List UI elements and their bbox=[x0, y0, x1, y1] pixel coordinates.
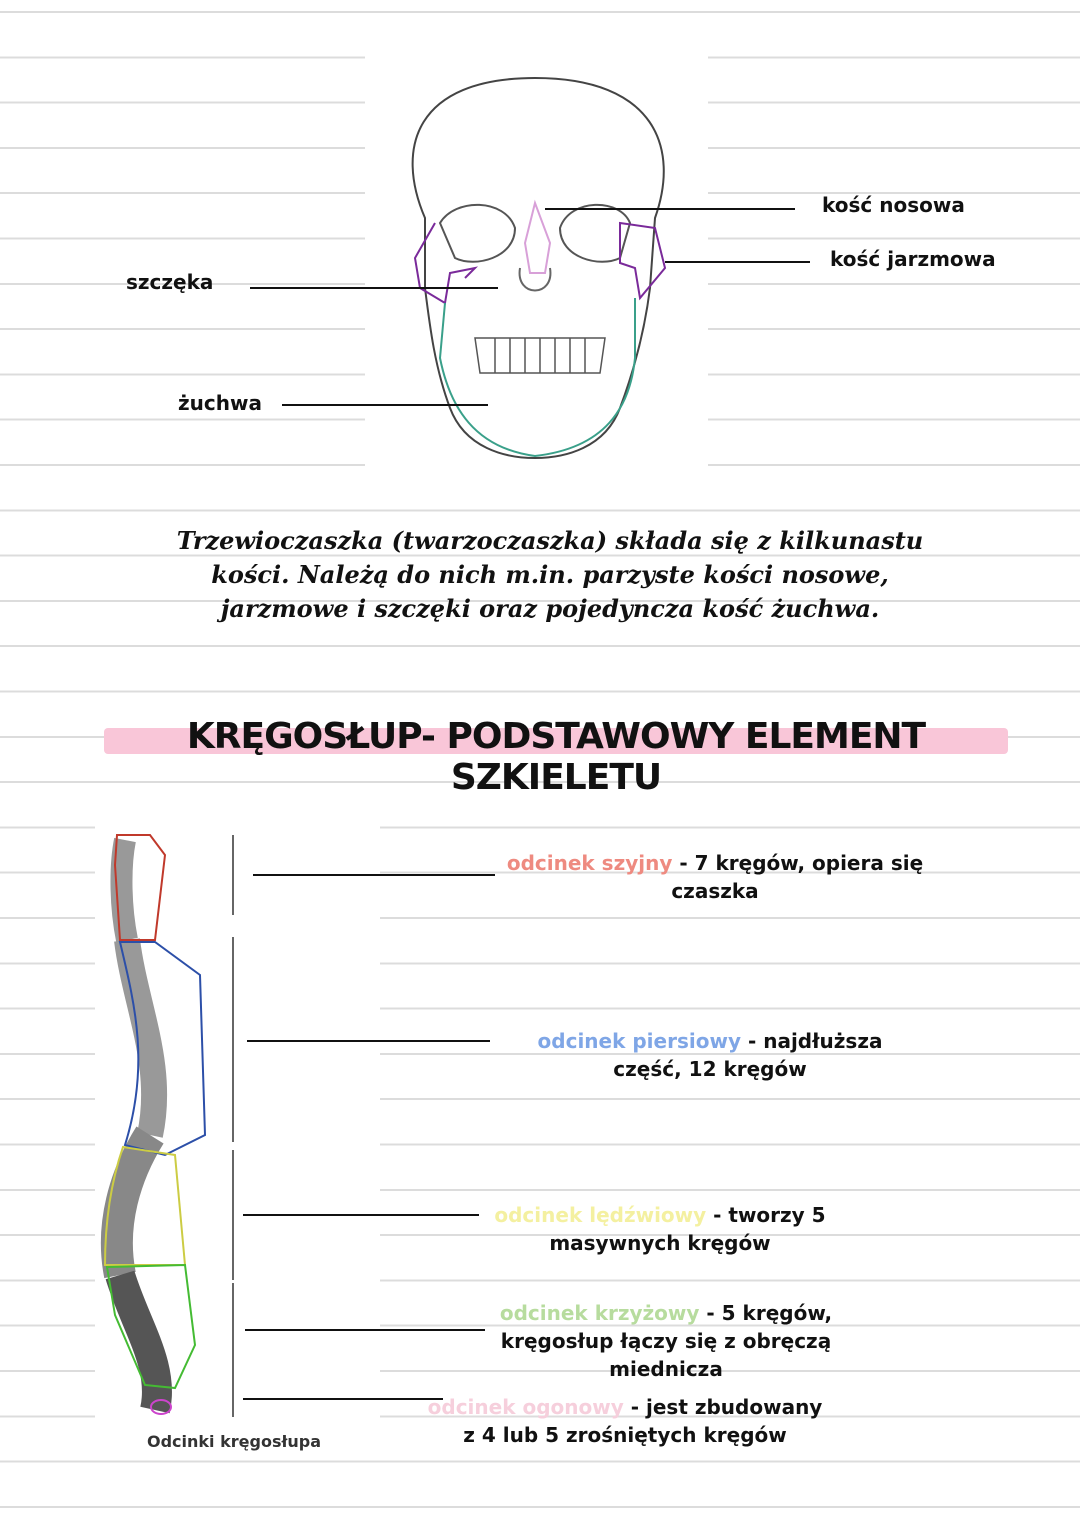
segment-desc: z 4 lub 5 zrośniętych kręgów bbox=[463, 1423, 787, 1447]
paragraph-line: jarzmowe i szczęki oraz pojedyncza kość żuchwa. bbox=[220, 594, 880, 623]
segment-sacral bbox=[416, 1299, 916, 1383]
segment-thoracic bbox=[460, 1027, 960, 1083]
pointer-zygomatic bbox=[665, 261, 810, 263]
paragraph-line: kości. Należą do nich m.in. parzyste kości nosowe, bbox=[211, 560, 889, 589]
pointer-nasal bbox=[545, 208, 795, 210]
segment-desc: - 5 kręgów, bbox=[699, 1301, 833, 1325]
segment-desc: - tworzy 5 bbox=[706, 1203, 826, 1227]
segment-name: odcinek szyjny bbox=[506, 851, 673, 875]
pointer-mandible bbox=[282, 404, 488, 406]
pointer-cervical bbox=[253, 874, 495, 876]
segment-coccygeal bbox=[380, 1393, 870, 1449]
segment-desc: część, 12 kręgów bbox=[613, 1057, 807, 1081]
pointer-thoracic bbox=[247, 1040, 490, 1042]
segment-name: odcinek ogonowy bbox=[427, 1395, 624, 1419]
segment-desc: - jest zbudowany bbox=[623, 1395, 823, 1419]
skull-image bbox=[365, 28, 708, 483]
paragraph-line: Trzewioczaszka (twarzoczaszka) składa się z kilkunastu bbox=[176, 526, 924, 555]
section-title bbox=[104, 716, 1008, 798]
spine-image bbox=[95, 825, 380, 1460]
label-maxilla: szczęka bbox=[126, 270, 214, 294]
label-zygomatic-bone: kość jarzmowa bbox=[830, 247, 996, 271]
segment-name: odcinek krzyżowy bbox=[499, 1301, 700, 1325]
label-nasal-bone: kość nosowa bbox=[822, 193, 965, 217]
spine-caption: Odcinki kręgosłupa bbox=[147, 1432, 322, 1451]
segment-name: odcinek piersiowy bbox=[537, 1029, 741, 1053]
segment-desc: miednicza bbox=[609, 1357, 723, 1381]
segment-desc: - najdłuższa bbox=[740, 1029, 883, 1053]
section-title-text: KRĘGOSŁUP- PODSTAWOWY ELEMENT SZKIELETU bbox=[186, 716, 926, 798]
segment-desc: - 7 kręgów, opiera się bbox=[672, 851, 924, 875]
segment-desc: czaszka bbox=[671, 879, 759, 903]
description-paragraph bbox=[150, 524, 950, 626]
segment-desc: kręgosłup łączy się z obręczą bbox=[500, 1329, 832, 1353]
segment-desc: masywnych kręgów bbox=[549, 1231, 771, 1255]
segment-lumbar bbox=[410, 1201, 910, 1257]
segment-cervical bbox=[460, 849, 970, 905]
label-mandible: żuchwa bbox=[178, 391, 262, 415]
segment-name: odcinek lędźwiowy bbox=[494, 1203, 707, 1227]
pointer-maxilla bbox=[250, 287, 498, 289]
